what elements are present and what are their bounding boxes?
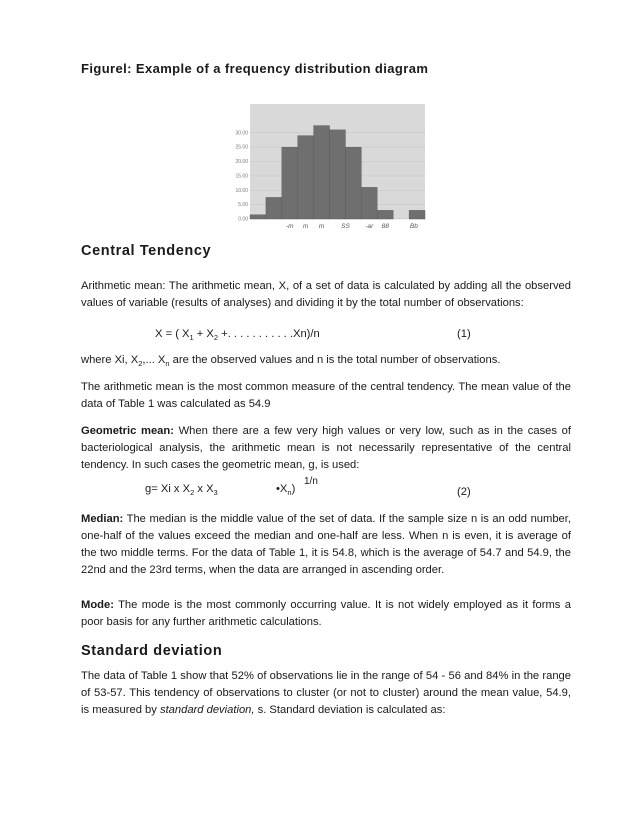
formula1-plus: + X (193, 328, 214, 340)
formula-arithmetic-mean (155, 328, 320, 342)
x-label: m (302, 223, 309, 230)
paragraph-geometric-mean (81, 423, 571, 474)
x-label: Bb (409, 223, 418, 230)
where-a: where Xi, X (81, 354, 139, 366)
histogram-bar (282, 147, 298, 219)
y-tick-labels (235, 130, 248, 222)
histogram-bar (361, 187, 377, 219)
histogram-bar (250, 215, 266, 219)
formula1-lhs: X = ( X (155, 328, 190, 340)
x-labels (286, 223, 418, 230)
histogram-bar (298, 136, 314, 219)
formula2-s3: n (287, 488, 292, 498)
y-tick-label: 20.00 (235, 159, 248, 165)
histogram-bar (330, 130, 346, 219)
y-tick-label: 30.00 (235, 130, 248, 137)
formula2-exponent: 1/n (304, 476, 318, 487)
formula1-sub1: 1 (189, 333, 194, 343)
paragraph-arithmetic-common: The arithmetic mean is the most common measure of the central tendency. The mean value of the data of Table 1 was calculated as 54.9 (81, 381, 571, 410)
formula-geometric-tail (276, 483, 295, 497)
equation-number-1: (1) (457, 328, 471, 340)
paragraph-arithmetic-mean: Arithmetic mean: The arithmetic mean, X, of a set of data is calculated by adding all the observed values of variable (results of analyses) and dividing it by the total number of observations: (81, 280, 571, 309)
where-s2: n (165, 359, 170, 369)
histogram-bar (345, 147, 361, 219)
formula2-c: •X (276, 483, 288, 495)
formula-geometric-mean (145, 483, 218, 497)
x-label: SS (341, 223, 350, 230)
paragraph-median (81, 511, 571, 579)
section-heading-central-tendency: Central Tendency (81, 243, 212, 259)
y-tick-label: 10.00 (235, 187, 248, 194)
paragraph-mode (81, 597, 571, 631)
paragraph-standard-deviation (81, 668, 571, 719)
mode-text: The mode is the most commonly occurring value. It is not widely employed as it forms a poor basis for any further arithmetic calculations. (81, 599, 571, 628)
y-tick-label: 0.00 (238, 216, 248, 223)
median-text: The median is the middle value of the set of data. If the sample size n is an odd number, one-half of the values exceed the median and one-half are less. When n is even, it is average of the two middle terms. For the data of Table 1, it is 54.8, which is the average of 54.7 and 54.9, the 22nd and the 23rd terms, when the data are arranged in ascending order. (81, 513, 571, 576)
histogram-bar (314, 126, 330, 219)
formula1-rest: +. . . . . . . . . . .Xn)/n (218, 328, 320, 340)
y-tick-label: 25.00 (235, 144, 248, 151)
equation-number-2: (2) (457, 486, 471, 498)
x-label: m (318, 223, 325, 230)
sd-text-b: s. Standard deviation is calculated as: (254, 704, 446, 716)
where-s1: 2 (138, 359, 143, 369)
formula2-s1: 2 (190, 488, 195, 498)
where-c: are the observed values and n is the total number of observations. (169, 354, 501, 366)
x-label: -m (285, 223, 294, 230)
sd-term: standard deviation, (159, 704, 255, 716)
formula2-a: g= Xi x X (145, 483, 191, 495)
x-label: 88 (381, 223, 389, 230)
paragraph-where (81, 352, 571, 372)
y-tick-label: 15.00 (235, 173, 248, 180)
formula2-b: x X (194, 483, 214, 495)
sd-text-a: The data of Table 1 show that 52% of observations lie in the range of 54 - 56 and 84% in the range of 53-57. This tendency of observations to cluster (or not to cluster) around the mean value, 54.9, is measured by (81, 670, 571, 716)
figure-title: Figurel: Example of a frequency distribution diagram (81, 61, 429, 76)
histogram-bar (266, 197, 282, 219)
geometric-mean-text: When there are a few very high values or very low, such as in the cases of bacteriological analysis, the arithmetic mean is not necessarily representative of the central tendency. In such cases the geometric mean, g, is used: (81, 425, 571, 471)
y-tick-label: 5.00 (238, 202, 248, 209)
mode-label: Mode: (81, 599, 114, 611)
histogram-bar (377, 210, 393, 219)
x-label: -ar (365, 223, 374, 230)
formula2-s2: 3 (213, 488, 218, 498)
median-label: Median: (81, 513, 124, 525)
formula2-d: ) (291, 483, 296, 495)
formula1-sub2: 2 (213, 333, 219, 343)
section-heading-standard-deviation: Standard deviation (81, 643, 223, 659)
geometric-mean-label: Geometric mean: (81, 425, 174, 437)
where-b: ,... X (142, 354, 166, 366)
histogram-bar (409, 210, 425, 219)
histogram-chart (200, 96, 440, 236)
